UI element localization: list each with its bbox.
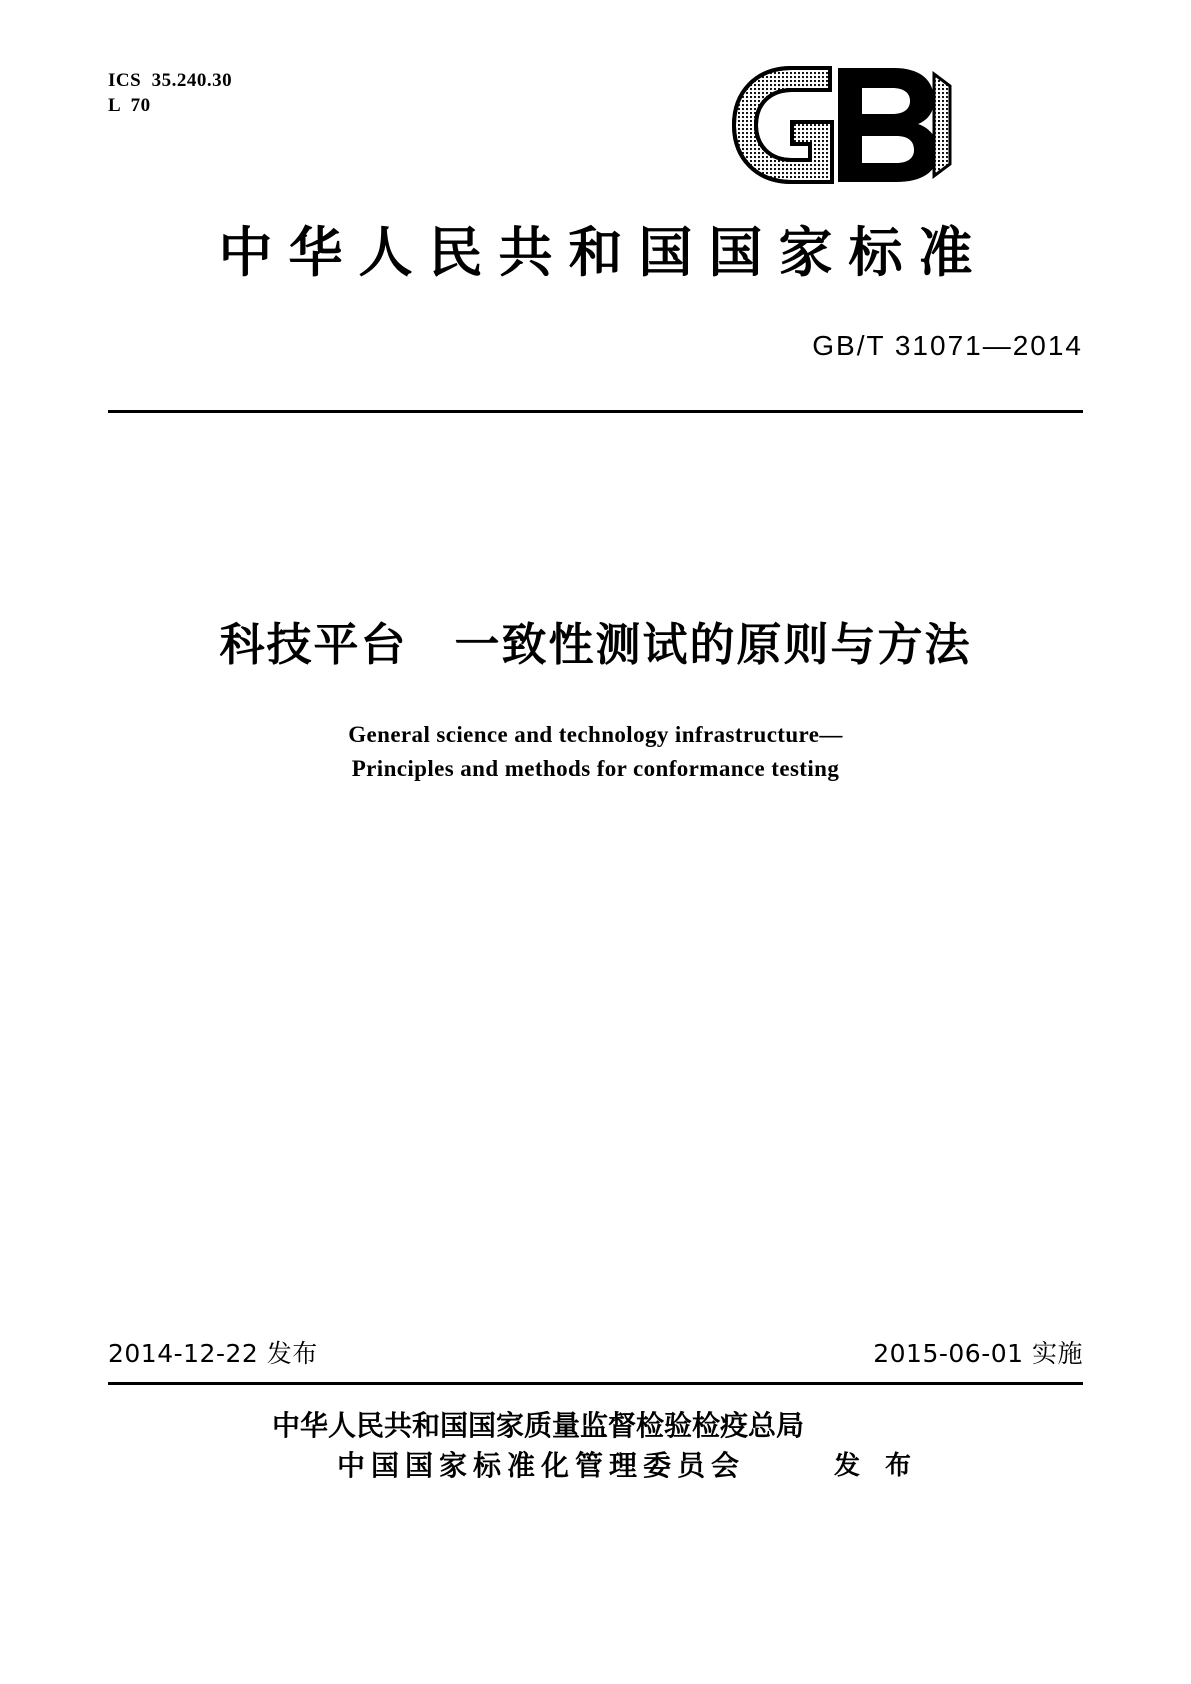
divider-top [108,410,1083,413]
publisher-names [272,1406,804,1486]
ics-code: ICS 35.240.30 [108,70,233,91]
document-title-english [0,718,1191,786]
effective-date: 2015-06-01 实施 [873,1339,1083,1368]
document-title-english-line2: Principles and methods for conformance testing [351,756,840,781]
ics-classification-block [108,68,232,118]
document-title-english-line1: General science and technology infrastructure— [348,722,843,747]
publisher-line2: 中国国家标准化管理委员会 [336,1449,745,1482]
issue-date: 2014-12-22 发布 [108,1339,318,1368]
publisher-verb: 发 布 [833,1451,920,1481]
publisher-block [0,1406,1191,1486]
standard-number: GB/T 31071—2014 [812,330,1083,361]
classification-code: L 70 [108,95,151,116]
divider-bottom [108,1382,1083,1385]
publisher-line1: 中华人民共和国国家质量监督检验检疫总局 [271,1409,804,1442]
national-standard-title: 中华人民共和国国家标准 [218,221,989,284]
gb-logo-icon [726,60,956,190]
document-title-chinese: 科技平台 一致性测试的原则与方法 [219,618,972,671]
